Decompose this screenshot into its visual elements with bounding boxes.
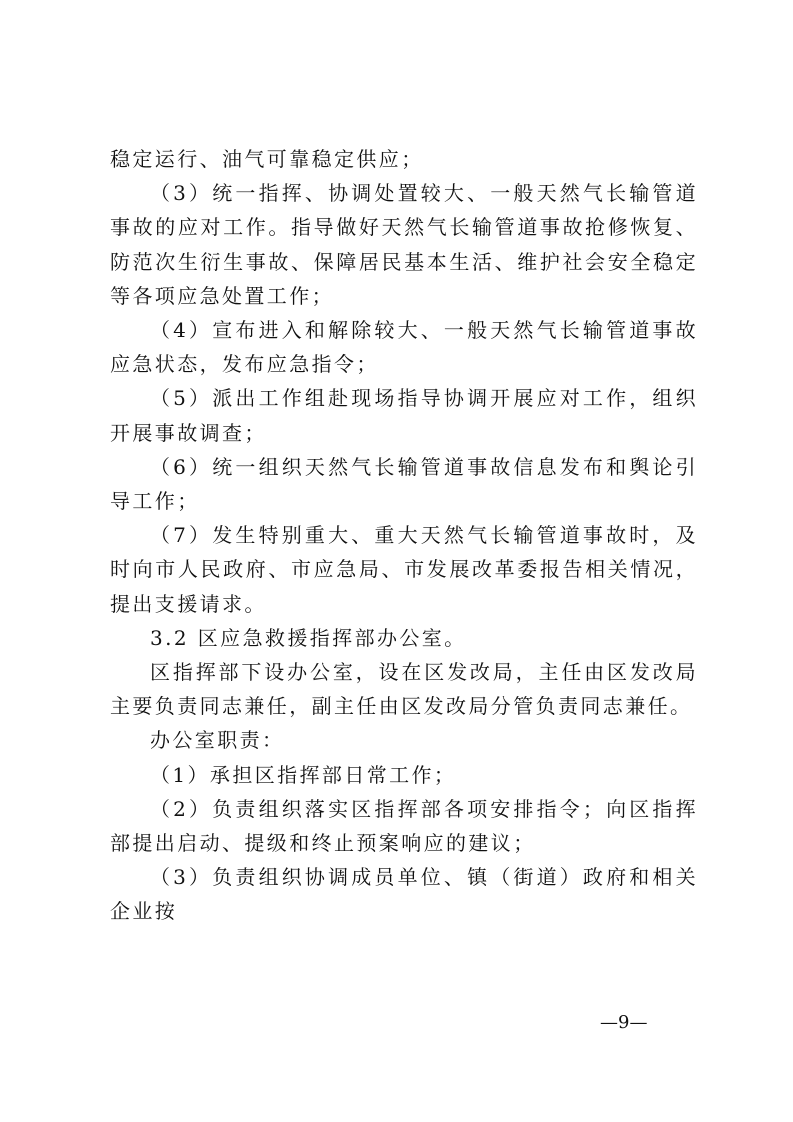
paragraph-item-6: （6）统一组织天然气长输管道事故信息发布和舆论引导工作； xyxy=(110,454,698,514)
paragraph-item-4: （4）宣布进入和解除较大、一般天然气长输管道事故应急状态，发布应急指令； xyxy=(110,318,698,377)
paragraph-duty-2: （2）负责组织落实区指挥部各项安排指令；向区指挥部提出启动、提级和终止预案响应的建议； xyxy=(110,796,698,856)
paragraph-item-7: （7）发生特别重大、重大天然气长输管道事故时，及时向市人民政府、市应急局、市发展改革委报告相关情况，提出支援请求。 xyxy=(110,523,698,616)
paragraph-item-3: （3）统一指挥、协调处置较大、一般天然气长输管道事故的应对工作。指导做好天然气长输管道事故抢修恢复、防范次生衍生事故、保障居民基本生活、维护社会安全稳定等各项应急处置工作； xyxy=(110,181,698,308)
section-heading-3-2: 3.2 区应急救援指挥部办公室。 xyxy=(150,625,467,650)
body-text xyxy=(110,142,698,929)
paragraph-office-setup: 区指挥部下设办公室，设在区发改局，主任由区发改局主要负责同志兼任，副主任由区发改局分管负责同志兼任。 xyxy=(110,660,698,719)
paragraph-continuation: 稳定运行、油气可靠稳定供应； xyxy=(110,147,424,171)
page-number: —9— xyxy=(600,1012,648,1033)
paragraph-item-5: （5）派出工作组赴现场指导协调开展应对工作，组织开展事故调查； xyxy=(110,386,698,445)
paragraph-duty-1: （1）承担区指挥部日常工作； xyxy=(150,762,457,787)
paragraph-office-duties-label: 办公室职责： xyxy=(150,728,285,753)
paragraph-duty-3: （3）负责组织协调成员单位、镇（街道）政府和相关企业按 xyxy=(110,865,698,924)
